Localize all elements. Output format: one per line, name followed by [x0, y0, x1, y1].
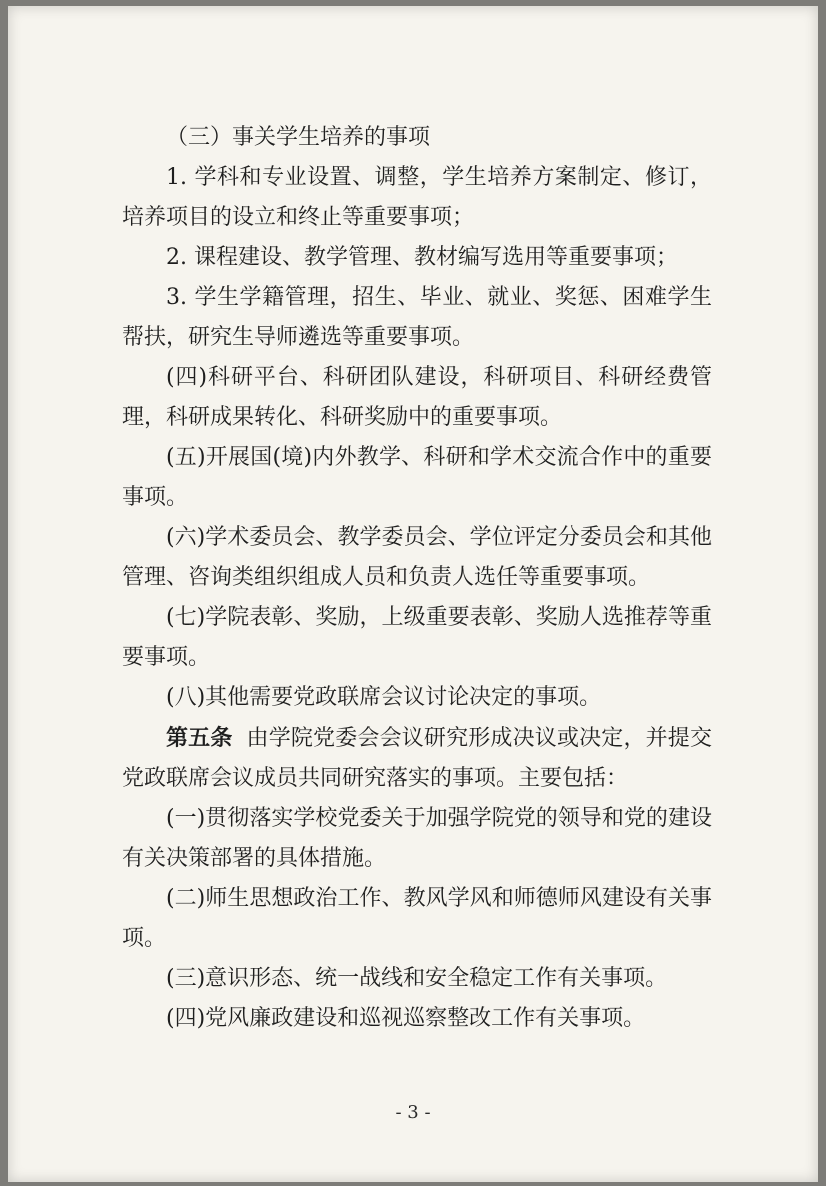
- page-number: - 3 -: [395, 1102, 431, 1123]
- list-item: (七)学院表彰、奖励，上级重要表彰、奖励人选推荐等重要事项。: [122, 605, 712, 670]
- list-item: 3. 学生学籍管理，招生、毕业、就业、奖惩、困难学生帮扶，研究生导师遴选等重要事项。: [122, 285, 712, 350]
- document-body: [122, 118, 712, 1039]
- list-item: (三)意识形态、统一战线和安全稳定工作有关事项。: [166, 966, 668, 991]
- document-page: [8, 6, 818, 1182]
- list-item: (八)其他需要党政联席会议讨论决定的事项。: [166, 685, 602, 710]
- list-item: (四)科研平台、科研团队建设，科研项目、科研经费管理，科研成果转化、科研奖励中的重要事项。: [122, 365, 712, 430]
- article-text: 由学院党委会会议研究形成决议或决定，并提交党政联席会议成员共同研究落实的事项。主要包括：: [122, 726, 712, 791]
- section-heading-student-training: （三）事关学生培养的事项: [166, 125, 431, 150]
- list-item: (二)师生思想政治工作、教风学风和师德师风建设有关事项。: [122, 886, 712, 951]
- list-item: (六)学术委员会、教学委员会、学位评定分委员会和其他管理、咨询类组织组成人员和负责人选任等重要事项。: [122, 525, 712, 590]
- list-item: (四)党风廉政建设和巡视巡察整改工作有关事项。: [166, 1006, 646, 1031]
- list-item: (一)贯彻落实学校党委关于加强学院党的领导和党的建设有关决策部署的具体措施。: [122, 806, 712, 871]
- article-five: [122, 718, 712, 799]
- list-item: 2. 课程建设、教学管理、教材编写选用等重要事项；: [166, 245, 678, 270]
- list-item: (五)开展国(境)内外教学、科研和学术交流合作中的重要事项。: [122, 445, 712, 510]
- article-label: 第五条: [166, 725, 233, 751]
- list-item: 1. 学科和专业设置、调整，学生培养方案制定、修订，培养项目的设立和终止等重要事项；: [122, 165, 712, 230]
